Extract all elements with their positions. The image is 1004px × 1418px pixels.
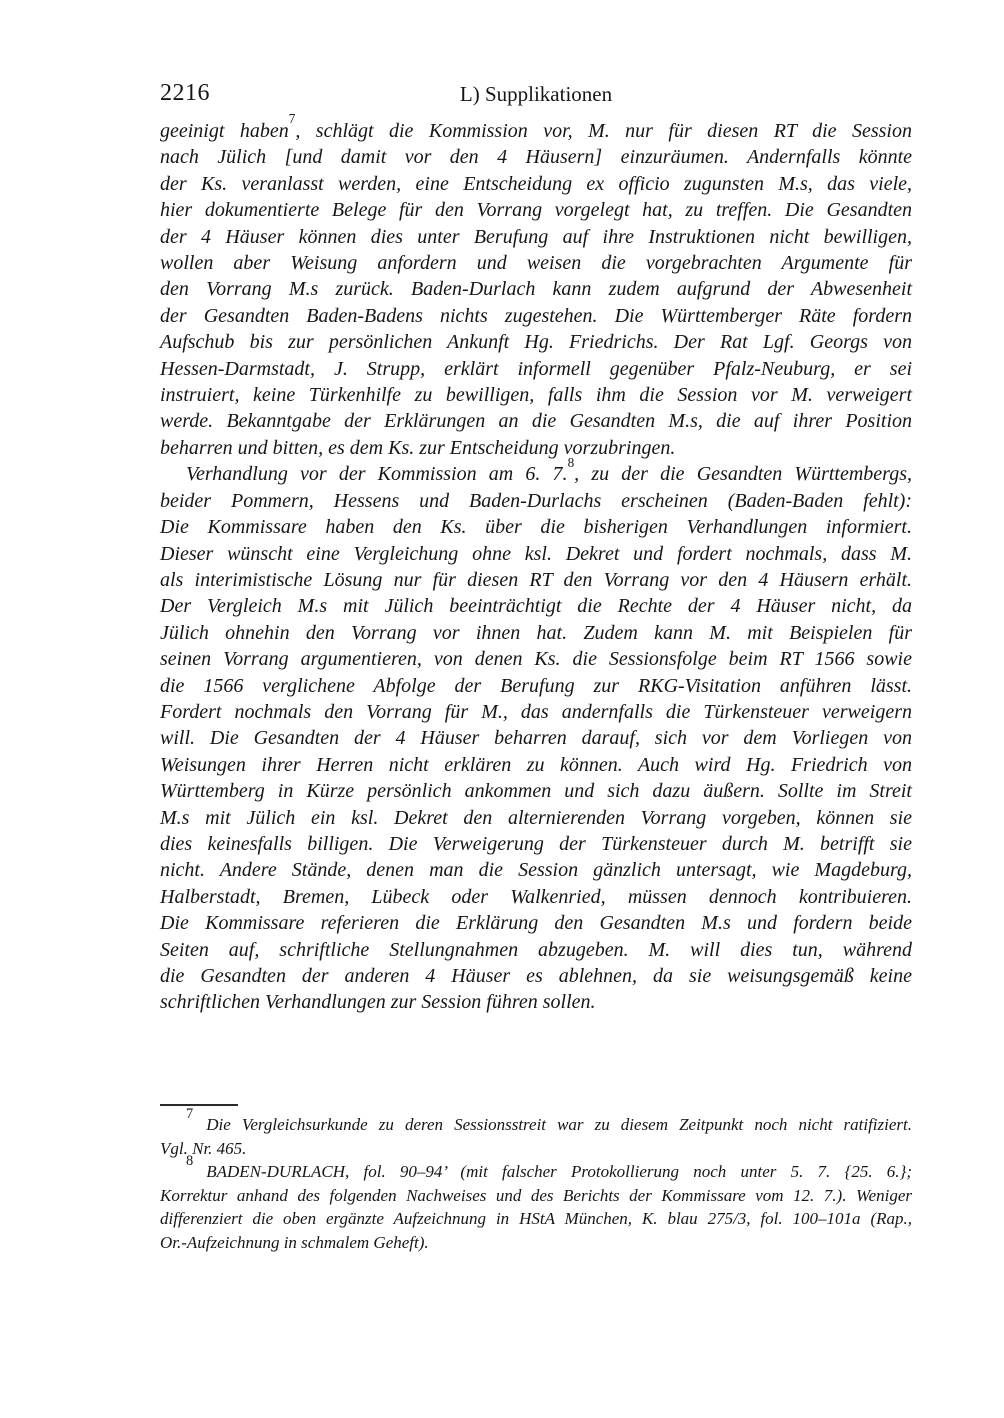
paragraph	[160, 454, 913, 1016]
footnote-number: 8	[186, 1153, 194, 1170]
text-line: der Ks. veranlasst werden, eine Entscheidung ex officio zugunsten M.s, das viele,	[160, 172, 912, 195]
text-line: M.s mit Jülich ein ksl. Dekret den alternierenden Vorrang vorgeben, können sie	[160, 806, 912, 829]
text-line: die Gesandten der anderen 4 Häuser es ablehnen, da sie weisungsgemäß keine	[160, 965, 912, 987]
footnote	[160, 1106, 912, 1160]
text-line: Seiten auf, schriftliche Stellungnahmen abzugeben. M. will dies tun, während	[160, 938, 912, 961]
text-line: $^7$Die Vergleichsurkunde zu deren Sessionsstreit war zu diesem Zeitpunkt noch nicht ratifiziert.	[186, 1106, 912, 1134]
text-line: werde. Bekanntgabe der Erklärungen an die Gesandten M.s, die auf ihrer Position	[160, 410, 912, 433]
text-line: Vgl. Nr. 465.	[160, 1138, 247, 1158]
text-line: dies keinesfalls billigen. Die Verweigerung der Türkensteuer durch M. betrifft sie	[160, 832, 912, 855]
footnote-list	[160, 1106, 912, 1255]
text-line: Halberstadt, Bremen, Lübeck oder Walkenried, müssen dennoch kontribuieren.	[160, 885, 912, 908]
text-line: nach Jülich [und damit vor den 4 Häusern] einzuräumen. Andernfalls könnte	[160, 146, 912, 169]
text-line: der Gesandten Baden-Badens nichts zugestehen. Die Württemberger Räte fordern	[160, 304, 912, 327]
text-line: instruiert, keine Türkenhilfe zu bewilligen, falls ihm die Session vor M. verweigert	[160, 384, 912, 407]
text-line: seinen Vorrang argumentieren, von denen Ks. die Sessionsfolge beim RT 1566 sowie	[160, 648, 912, 671]
page-number: 2216	[160, 80, 210, 106]
text-line: Weisungen ihrer Herren nicht erklären zu können. Auch wird Hg. Friedrich von	[160, 753, 912, 776]
text-line: Verhandlung vor der Kommission am 6. 7.$^8$, zu der die Gesandten Württembergs,	[186, 454, 913, 486]
paragraph	[160, 111, 912, 461]
text-line: Dieser wünscht eine Vergleichung ohne ksl. Dekret und fordert nochmals, dass M.	[160, 542, 912, 565]
footnote-number: 7	[186, 1106, 194, 1123]
text-line: Fordert nochmals den Vorrang für M., das andernfalls die Türkensteuer verweigern	[160, 700, 912, 723]
text-line: Or.-Aufzeichnung in schmalem Geheft).	[160, 1232, 429, 1252]
text-line: beider Pommern, Hessens und Baden-Durlachs erscheinen (Baden-Baden fehlt):	[160, 489, 912, 512]
main-text	[160, 111, 913, 1016]
text-line: nicht. Andere Stände, denen man die Session gänzlich untersagt, wie Magdeburg,	[160, 859, 912, 882]
text-line: die 1566 verglichene Abfolge der Berufung zur RKG-Visitation anführen lässt.	[160, 674, 912, 697]
text-line: Die Kommissare referieren die Erklärung den Gesandten M.s und fordern beide	[160, 912, 912, 935]
text-line: Der Vergleich M.s mit Jülich beeinträchtigt die Rechte der 4 Häuser nicht, da	[160, 595, 912, 618]
text-line: Die Kommissare haben den Ks. über die bisherigen Verhandlungen informiert.	[160, 516, 912, 539]
text-line: differenziert die oben ergänzte Aufzeichnung in HStA München, K. blau 275/3, fol. 100–101a (Rap.,	[160, 1209, 912, 1229]
text-line: schriftlichen Verhandlungen zur Session führen sollen.	[160, 991, 596, 1014]
footnotes-section	[160, 1104, 912, 1255]
text-line: Hessen-Darmstadt, J. Strupp, erklärt informell gegenüber Pfalz-Neuburg, er sei	[160, 357, 912, 380]
text-line: Aufschub bis zur persönlichen Ankunft Hg. Friedrichs. Der Rat Lgf. Georgs von	[160, 331, 912, 354]
text-line: als interimistische Lösung nur für diesen RT den Vorrang vor den 4 Häusern erhält.	[160, 568, 912, 591]
footnote-separator-rule	[160, 1104, 238, 1106]
text-line: Korrektur anhand des folgenden Nachweises und des Berichts der Kommissare vom 12. 7.). Weniger	[160, 1185, 912, 1205]
text-line: will. Die Gesandten der 4 Häuser beharren darauf, sich vor dem Vorliegen von	[160, 727, 912, 750]
text-line: Württemberg in Kürze persönlich ankommen und sich dazu äußern. Sollte im Streit	[160, 780, 912, 803]
page-header	[160, 80, 912, 110]
running-title: L) Supplikationen	[459, 82, 613, 106]
footnote	[160, 1153, 912, 1254]
footnote-reference: 7	[288, 111, 296, 127]
text-line: der 4 Häuser können dies unter Berufung auf ihre Instruktionen nicht bewilligen,	[160, 225, 912, 248]
footnote-reference: 8	[567, 454, 575, 470]
text-line: beharren und bitten, es dem Ks. zur Entscheidung vorzubringen.	[160, 436, 676, 459]
text-line: geeinigt haben$^7$, schlägt die Kommission vor, M. nur für diesen RT die Session	[160, 111, 912, 142]
text-line: den Vorrang M.s zurück. Baden-Durlach kann zudem aufgrund der Abwesenheit	[160, 278, 912, 301]
text-line: Jülich ohnehin den Vorrang vor ihnen hat. Zudem kann M. mit Beispielen für	[160, 621, 912, 644]
text-line: wollen aber Weisung anfordern und weisen die vorgebrachten Argumente für	[160, 252, 912, 275]
text-line: $^8$BADEN-DURLACH, fol. 90–94’ (mit falscher Protokollierung noch unter 5. 7. {25. 6.};	[186, 1153, 912, 1182]
text-line: hier dokumentierte Belege für den Vorrang vorgelegt hat, zu treffen. Die Gesandten	[160, 199, 912, 222]
